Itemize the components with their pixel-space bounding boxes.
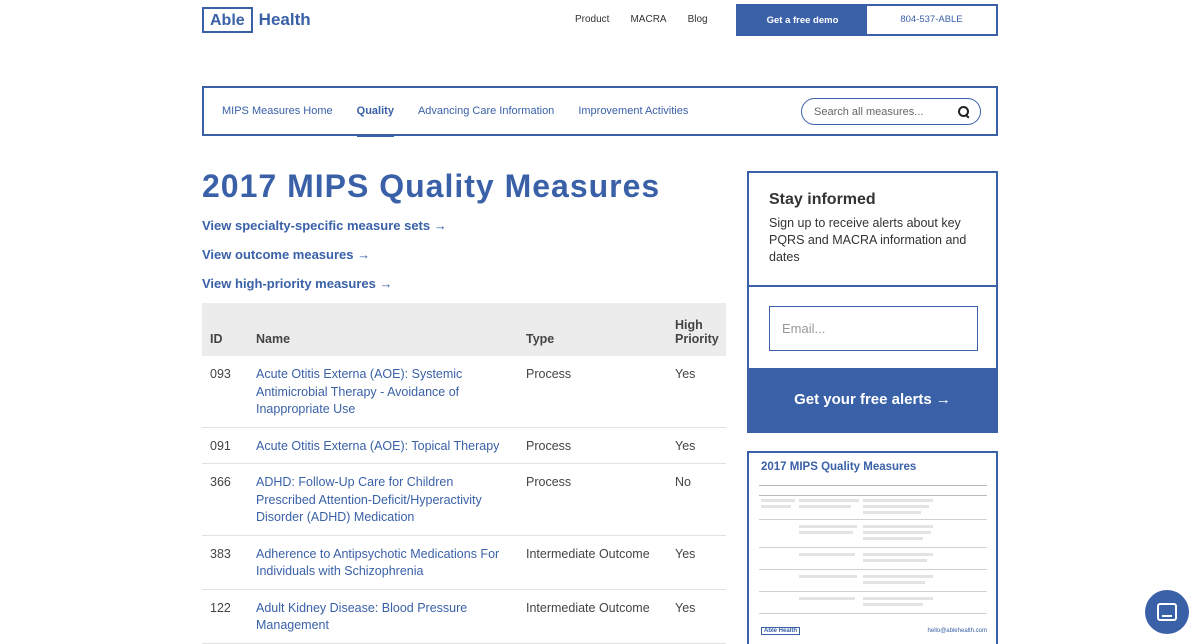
row-name-link[interactable]: Adult Kidney Disease: Blood Pressure Management — [239, 589, 518, 643]
table-header-row — [202, 303, 726, 356]
search-icon[interactable] — [958, 106, 970, 118]
header-priority-line1: High — [675, 318, 703, 332]
preview-logo: Able Health — [761, 627, 800, 635]
preview-email: hello@ablehealth.com — [927, 628, 987, 634]
preview-footer — [761, 627, 987, 635]
signup-divider — [749, 285, 996, 287]
specialty-sets-link[interactable]: View specialty-specific measure sets → — [202, 218, 447, 233]
row-id: 093 — [202, 356, 239, 427]
row-type: Process — [518, 427, 667, 464]
alerts-signup-card — [747, 171, 998, 433]
signup-description: Sign up to receive alerts about key PQRS and MACRA information and dates — [769, 216, 967, 264]
search-input[interactable] — [814, 106, 958, 118]
tab-quality[interactable]: Quality — [357, 87, 394, 135]
nav-macra[interactable]: MACRA — [630, 14, 667, 25]
phone-button[interactable]: 804-537-ABLE — [900, 13, 963, 25]
outcome-measures-link[interactable]: View outcome measures → — [202, 247, 371, 262]
preview-title: 2017 MIPS Quality Measures — [761, 461, 917, 473]
header-cta — [736, 4, 998, 36]
logo[interactable] — [202, 7, 311, 33]
chat-launcher-button[interactable] — [1145, 590, 1189, 634]
row-type: Process — [518, 356, 667, 427]
table-row — [202, 535, 726, 589]
row-type: Process — [518, 464, 667, 536]
table-row — [202, 464, 726, 536]
measures-subnav — [202, 86, 998, 136]
get-alerts-button[interactable]: Get your free alerts → — [749, 368, 996, 431]
row-type: Intermediate Outcome — [518, 535, 667, 589]
nav-blog[interactable]: Blog — [687, 14, 708, 25]
search-box — [801, 98, 981, 125]
row-name-link[interactable]: Acute Otitis Externa (AOE): Topical Therapy — [239, 427, 518, 464]
table-row — [202, 589, 726, 643]
tab-mips-home[interactable]: MIPS Measures Home — [222, 105, 333, 117]
chat-icon — [1157, 603, 1177, 621]
header-name[interactable]: Name — [256, 332, 291, 346]
high-priority-link[interactable]: View high-priority measures → — [202, 276, 393, 291]
row-priority: No — [667, 464, 726, 536]
row-priority: Yes — [667, 356, 726, 427]
tab-improvement-activities[interactable]: Improvement Activities — [578, 105, 689, 117]
signup-heading: Stay informed — [769, 191, 876, 208]
row-type: Intermediate Outcome — [518, 589, 667, 643]
header-id[interactable]: ID — [210, 332, 223, 346]
measures-pdf-preview[interactable] — [747, 451, 998, 644]
header-type[interactable]: Type — [526, 332, 555, 346]
row-id: 366 — [202, 464, 239, 536]
measures-table — [202, 303, 726, 644]
nav-product[interactable]: Product — [575, 14, 610, 25]
table-row — [202, 356, 726, 427]
row-name-link[interactable]: Adherence to Antipsychotic Medications For Individuals with Schizophrenia — [239, 535, 518, 589]
tab-advancing-care[interactable]: Advancing Care Information — [417, 105, 555, 117]
row-priority: Yes — [667, 535, 726, 589]
row-name-link[interactable]: Acute Otitis Externa (AOE): Systemic Antimicrobial Therapy - Avoidance of Inappropriate Use — [239, 356, 518, 427]
row-name-link[interactable]: ADHD: Follow-Up Care for Children Prescribed Attention-Deficit/Hyperactivity Disorder (ADHD) Medication — [239, 464, 518, 536]
row-priority: Yes — [667, 427, 726, 464]
logo-health-text: Health — [258, 10, 311, 29]
header-high-priority[interactable] — [667, 303, 726, 356]
preview-document-thumbnail — [759, 485, 987, 635]
table-row — [202, 427, 726, 464]
get-demo-button[interactable]: Get a free demo — [738, 6, 867, 34]
row-id: 122 — [202, 589, 239, 643]
header-priority-line2: Priority — [675, 332, 719, 346]
page-title: 2017 MIPS Quality Measures — [202, 168, 661, 204]
row-id: 383 — [202, 535, 239, 589]
top-nav — [575, 14, 708, 25]
row-id: 091 — [202, 427, 239, 464]
email-field[interactable] — [769, 306, 978, 351]
row-priority: Yes — [667, 589, 726, 643]
logo-box-text: Able — [202, 7, 253, 33]
